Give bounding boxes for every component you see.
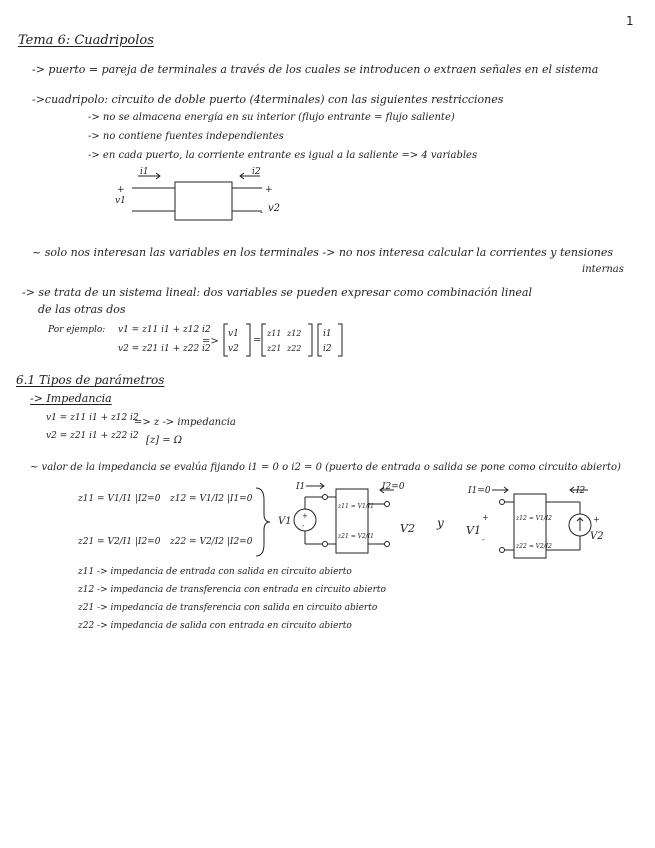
example-equation-2: v2 = z21 i1 + z22 i2: [118, 344, 211, 354]
desc-z22: z22 -> impedancia de salida con entrada en circuito abierto: [78, 621, 352, 631]
separator-y: y: [437, 516, 444, 530]
c1-voltage-V2: V2: [400, 522, 415, 535]
def-z21: z21 = V2/I1 |I2=0: [78, 537, 161, 547]
matrix-z12: z12: [287, 329, 302, 338]
c1-z11: z11 = V1/I1: [338, 503, 374, 510]
matrix-z22: z22: [287, 344, 302, 353]
c2-voltage-V1: V1: [466, 524, 481, 537]
c2-z22: z22 = V2/I2: [516, 543, 552, 550]
c2-plus-right: +: [593, 515, 600, 524]
def-z12: z12 = V1/I2 |I1=0: [170, 494, 253, 504]
two-port-diagram: [110, 165, 290, 225]
c1-voltage-V1: V1: [278, 516, 292, 527]
circuit-input-open: [462, 484, 612, 562]
desc-z12: z12 -> impedancia de transferencia con entrada en circuito abierto: [78, 585, 386, 595]
def-z11: z11 = V1/I1 |I2=0: [78, 494, 161, 504]
current-i1-label: i1: [140, 167, 149, 177]
matrix-v1: v1: [228, 329, 239, 339]
impedancia-heading: -> Impedancia: [30, 392, 112, 405]
restriction-3: -> en cada puerto, la corriente entrante es igual a la saliente => 4 variables: [88, 150, 478, 161]
impedance-unit: [z] = Ω: [146, 435, 183, 446]
section-title: 6.1 Tipos de parámetros: [16, 373, 165, 387]
example-equation-1: v1 = z11 i1 + z12 i2: [118, 325, 211, 335]
c1-z21: z21 = V2/I1: [338, 533, 374, 540]
matrix-z11: z11: [267, 329, 282, 338]
matrix-implies: =>: [202, 336, 219, 347]
line-solo: ~ solo nos interesan las variables en los terminales -> no nos interesa calcular la corrientes y tensiones: [32, 246, 614, 259]
restriction-2: -> no contiene fuentes independientes: [88, 131, 284, 142]
voltage-v2-label: v2: [268, 203, 281, 214]
line-otras: de las otras dos: [38, 303, 126, 316]
c2-i1-zero: I1=0: [468, 486, 491, 496]
c2-minus: -: [482, 535, 485, 544]
line-cuadripolo: ->cuadripolo: circuito de doble puerto (4terminales) con las siguientes restricciones: [32, 93, 504, 106]
c2-z12: z12 = V1/I2: [516, 515, 552, 522]
line-valor: ~ valor de la impedancia se evalúa fijando i1 = 0 o i2 = 0 (puerto de entrada o salida se pone como circuito abierto): [30, 462, 621, 473]
minus-right: -: [260, 208, 264, 218]
brace: [252, 486, 272, 558]
matrix-i2: i2: [323, 344, 332, 354]
current-i2-label: i2: [252, 167, 261, 177]
matrix-i1: i1: [323, 329, 332, 339]
matrix-v2: v2: [228, 344, 239, 354]
c1-source-plus: +: [302, 512, 308, 520]
line-lineal: -> se trata de un sistema lineal: dos variables se pueden expresar como combinación lineal: [22, 286, 533, 299]
page-title: Tema 6: Cuadripolos: [18, 33, 154, 48]
c2-plus: +: [482, 513, 489, 522]
impedance-arrow: => z -> impedancia: [134, 417, 236, 428]
plus-right: +: [265, 185, 273, 195]
desc-z11: z11 -> impedancia de entrada con salida en circuito abierto: [78, 567, 352, 577]
impedance-equation-2: v2 = z21 i1 + z22 i2: [46, 431, 139, 441]
page-number: 1: [626, 14, 634, 28]
desc-z21: z21 -> impedancia de transferencia con salida en circuito abierto: [78, 603, 378, 613]
c2-current-I2: I2: [576, 486, 586, 496]
plus-left: +: [117, 185, 125, 195]
circuit-output-open: [272, 480, 415, 558]
c1-i2-zero: I2=0: [382, 482, 405, 492]
matrix-equals: =: [253, 335, 262, 346]
def-z22: z22 = V2/I2 |I2=0: [170, 537, 253, 547]
matrix-z21: z21: [267, 344, 282, 353]
line-internas: internas: [582, 264, 624, 275]
c1-current-I1: I1: [296, 482, 306, 492]
c2-voltage-V2: V2: [590, 531, 604, 542]
c1-source-minus: -: [302, 522, 305, 530]
ejemplo-label: Por ejemplo:: [48, 325, 106, 335]
impedance-equation-1: v1 = z11 i1 + z12 i2: [46, 413, 139, 423]
matrix-equation: [200, 318, 360, 362]
restriction-1: -> no se almacena energía en su interior (flujo entrante = flujo saliente): [88, 112, 455, 123]
line-puerto: -> puerto = pareja de terminales a través de los cuales se introducen o extraen señales en el sistema: [32, 63, 599, 76]
voltage-v1-label: v1: [115, 196, 126, 206]
